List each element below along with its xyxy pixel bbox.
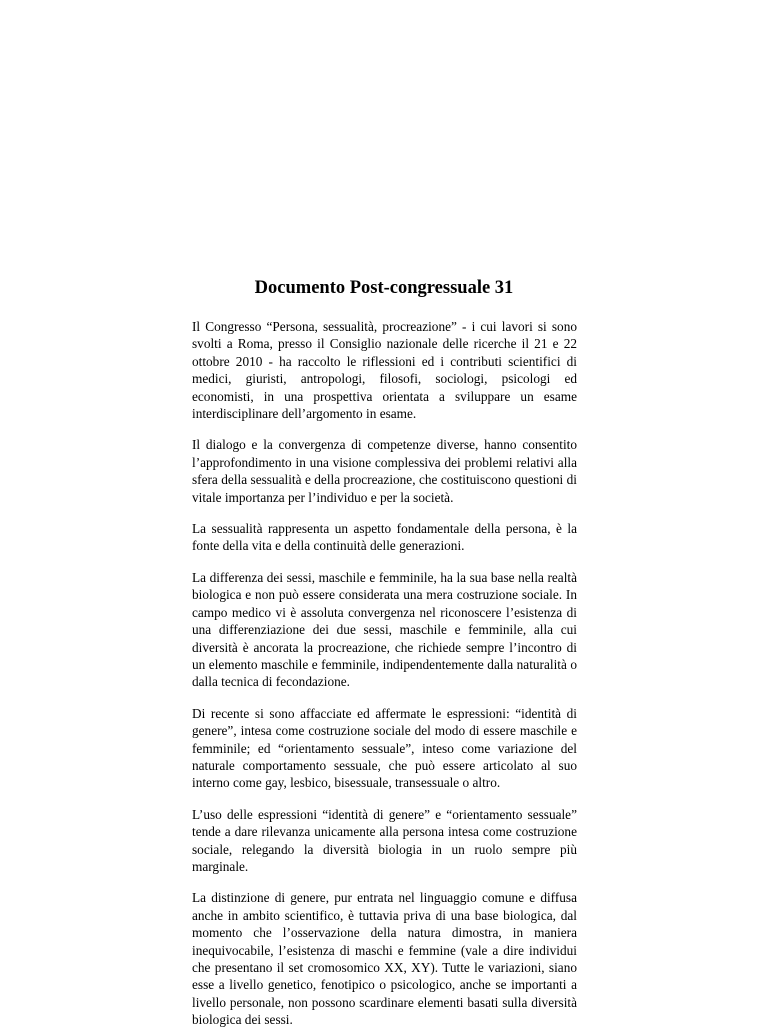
document-body bbox=[192, 318, 577, 1029]
paragraph: La distinzione di genere, pur entrata nel linguaggio comune e diffusa anche in ambito scientifico, è tuttavia priva di una base biologica, dal momento che l’osservazione della natura dimostra, in maniera inequivocabile, l’esistenza di maschi e femmine (vale a dire individui che presentano il set cromosomico XX, XY). Tutte le variazioni, siano esse a livello genetico, fenotipico o psicologico, anche se importanti a livello personale, non possono scardinare elementi basati sulla diversità biologica dei sessi. bbox=[192, 890, 577, 1028]
paragraph: Il Congresso “Persona, sessualità, procreazione” - i cui lavori si sono svolti a Roma, presso il Consiglio nazionale delle ricerche il 21 e 22 ottobre 2010 - ha raccolto le riflessioni ed i contributi scientifici di medici, giuristi, antropologi, filosofi, sociologi, psicologi ed economisti, in una prospettiva orientata a sviluppare un esame interdisciplinare dell’argomento in esame. bbox=[192, 319, 577, 422]
paragraph: L’uso delle espressioni “identità di genere” e “orientamento sessuale” tende a dare rilevanza unicamente alla persona intesa come costruzione sociale, relegando la diversità biologia in un ruolo sempre più marginale. bbox=[192, 806, 577, 874]
paragraph: La sessualità rappresenta un aspetto fondamentale della persona, è la fonte della vita e della continuità delle generazioni. bbox=[192, 521, 577, 554]
paragraph: Di recente si sono affacciate ed affermate le espressioni: “identità di genere”, intesa come costruzione sociale del modo di essere maschile e femminile; ed “orientamento sessuale”, inteso come variazione del naturale comportamento sessuale, che può essere articolato al suo interno come gay, lesbico, bisessuale, transessuale o altro. bbox=[192, 705, 577, 791]
document-title: Documento Post-congressuale 31 bbox=[254, 278, 514, 298]
paragraph: Il dialogo e la convergenza di competenze diverse, hanno consentito l’approfondimento in una visione complessiva dei problemi relativi alla sfera della sessualità e della procreazione, che costituiscono questioni di vitale importanza per l’individuo e per la società. bbox=[192, 437, 577, 505]
paragraph: La differenza dei sessi, maschile e femminile, ha la sua base nella realtà biologica e non può essere considerata una mera costruzione sociale. In campo medico vi è assoluta convergenza nel riconoscere l’esistenza di una differenziazione dei due sessi, maschile e femminile, alla cui diversità è ancorata la procreazione, che richiede sempre l’incontro di un elemento maschile e femminile, indipendentemente dalla naturalità o dalla tecnica di fecondazione. bbox=[192, 569, 577, 690]
